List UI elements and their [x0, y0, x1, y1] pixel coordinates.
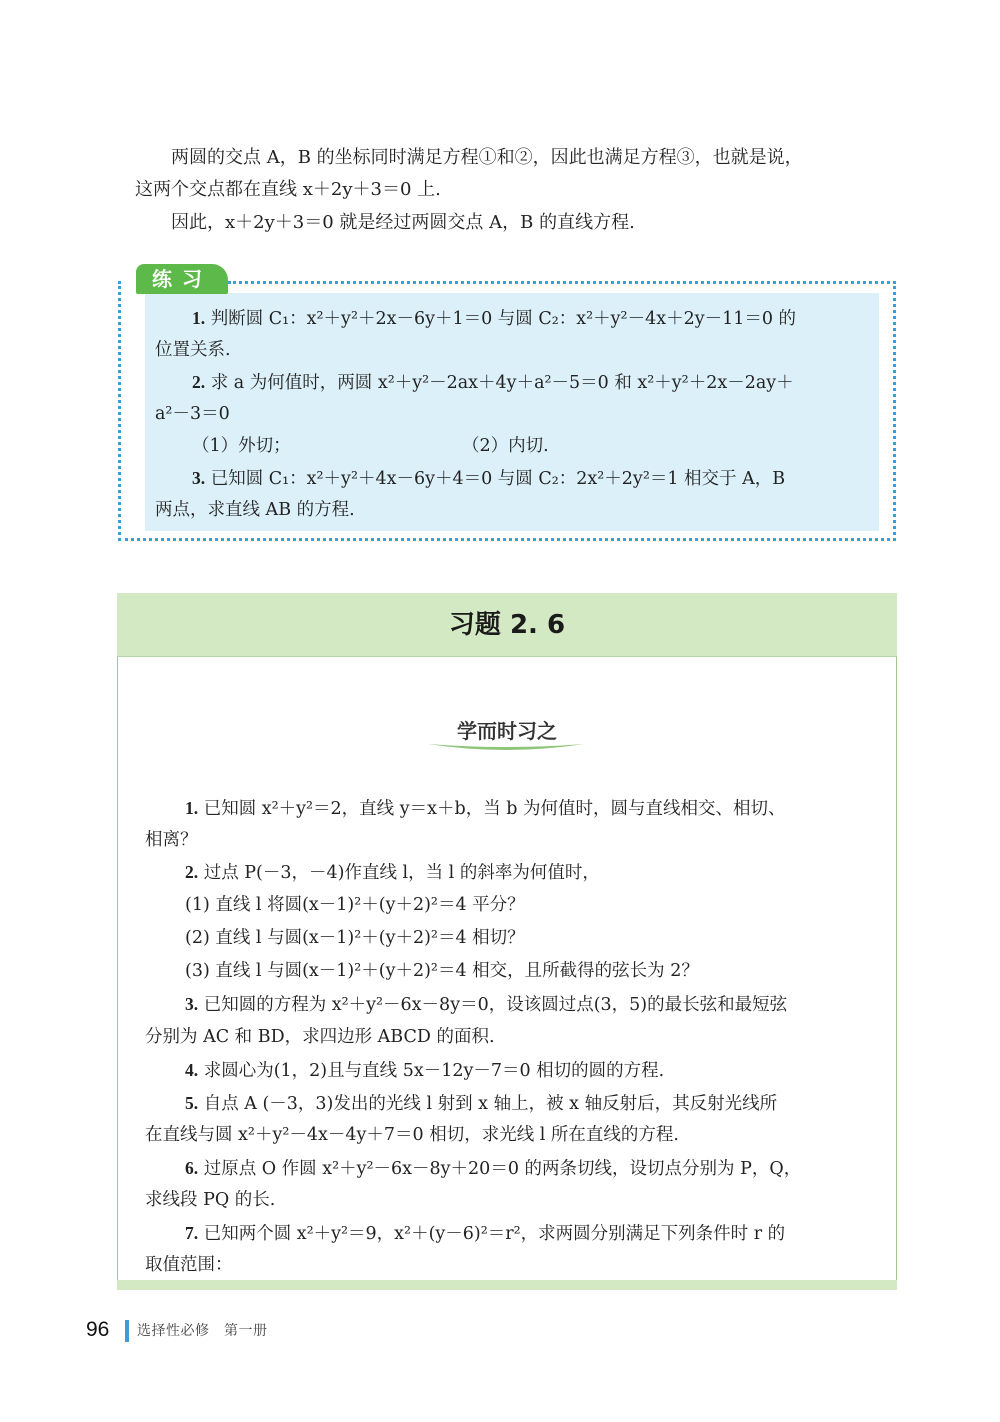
practice-dotted-top	[228, 281, 896, 284]
exercise-text: 自点 A (－3，3)发出的光线 l 射到 x 轴上，被 x 轴反射后，其反射光线所	[203, 1094, 778, 1114]
exercise-line	[185, 992, 787, 1017]
practice-q2-part1: （1）外切；	[192, 436, 291, 456]
exercise-text: 过点 P(－3，－4)作直线 l，当 l 的斜率为何值时，	[203, 863, 600, 883]
exercise-text: 已知两个圆 x²＋y²＝9，x²＋(y－6)²＝r²，求两圆分别满足下列条件时 r 的	[203, 1224, 786, 1244]
exercise-text: 在直线与圆 x²＋y²－4x－4y＋7＝0 相切，求光线 l 所在直线的方程.	[145, 1125, 679, 1145]
intro-line-3: 因此，x＋2y＋3＝0 就是经过两圆交点 A，B 的直线方程.	[135, 212, 635, 233]
exercise-line	[145, 1253, 233, 1277]
exercise-text: 过原点 O 作圆 x²＋y²－6x－8y＋20＝0 的两条切线，设切点分别为 P，Q，	[203, 1159, 802, 1179]
exercise-subtitle: 学而时习之	[457, 719, 557, 743]
question-number: 2.	[192, 372, 206, 392]
exercise-line	[145, 828, 198, 852]
subtitle-swoosh-decoration	[426, 740, 586, 754]
exercise-text: 分别为 AC 和 BD，求四边形 ABCD 的面积.	[145, 1027, 495, 1047]
exercise-number: 2.	[185, 862, 199, 882]
question-number: 3.	[192, 468, 206, 488]
intro-line-2: 这两个交点都在直线 x＋2y＋3＝0 上.	[135, 179, 441, 200]
exercise-line	[185, 796, 786, 821]
exercise-line	[185, 1058, 664, 1083]
exercise-line	[145, 1188, 275, 1212]
practice-q1-cont: 位置关系.	[155, 340, 231, 360]
exercise-line	[185, 1221, 785, 1246]
practice-q3-cont: 两点，求直线 AB 的方程.	[155, 500, 355, 520]
exercise-text: 已知圆 x²＋y²＝2，直线 y＝x＋b，当 b 为何值时，圆与直线相交、相切、	[203, 799, 786, 819]
exercise-number: 7.	[185, 1223, 199, 1243]
intro-line-1: 两圆的交点 A，B 的坐标同时满足方程①和②，因此也满足方程③，也就是说，	[135, 147, 803, 168]
exercise-number: 1.	[185, 798, 199, 818]
footer-divider-bar	[125, 1320, 129, 1342]
exercise-line	[145, 1123, 679, 1147]
practice-tab-label: 练习	[136, 264, 228, 294]
exercise-number: 4.	[185, 1060, 199, 1080]
exercise-text: (2) 直线 l 与圆(x－1)²＋(y＋2)²＝4 相切？	[185, 928, 525, 948]
exercise-line	[185, 893, 525, 917]
practice-q2-cont: a²－3＝0	[155, 404, 230, 424]
exercise-text: 求线段 PQ 的长.	[145, 1190, 276, 1210]
exercise-title: 习题 2. 6	[448, 610, 566, 640]
question-text: 求 a 为何值时，两圆 x²＋y²－2ax＋4y＋a²－5＝0 和 x²＋y²＋2x－2ay＋	[210, 373, 794, 393]
question-text: 已知圆 C₁：x²＋y²＋4x－6y＋4＝0 与圆 C₂：2x²＋2y²＝1 相交于 A，B	[210, 469, 786, 489]
exercise-number: 6.	[185, 1158, 199, 1178]
exercise-text: (1) 直线 l 将圆(x－1)²＋(y＋2)²＝4 平分？	[185, 895, 525, 915]
exercise-line	[185, 1091, 777, 1116]
exercise-text: (3) 直线 l 与圆(x－1)²＋(y＋2)²＝4 相交，且所截得的弦长为 2？	[185, 961, 699, 981]
exercise-number: 5.	[185, 1093, 199, 1113]
exercise-line	[185, 1156, 801, 1181]
practice-q1	[192, 306, 796, 331]
exercise-line	[145, 1025, 495, 1049]
book-title: 选择性必修 第一册	[137, 1323, 268, 1339]
exercise-line	[185, 959, 699, 983]
exercise-bottom-band	[117, 1280, 897, 1290]
exercise-text: 求圆心为(1，2)且与直线 5x－12y－7＝0 相切的圆的方程.	[203, 1061, 665, 1081]
exercise-text: 取值范围：	[145, 1255, 233, 1275]
practice-q2	[192, 370, 794, 395]
exercise-number: 3.	[185, 994, 199, 1014]
exercise-line	[185, 860, 600, 885]
exercise-text: 相离？	[145, 830, 198, 850]
exercise-line	[185, 926, 525, 950]
practice-q3	[192, 466, 785, 491]
exercise-text: 已知圆的方程为 x²＋y²－6x－8y＝0，设该圆过点(3，5)的最长弦和最短弦	[203, 995, 788, 1015]
practice-q2-part2: （2）内切.	[462, 436, 549, 456]
question-text: 判断圆 C₁：x²＋y²＋2x－6y＋1＝0 与圆 C₂：x²＋y²－4x＋2y－11＝0 的	[210, 309, 797, 329]
page-number: 96	[86, 1318, 110, 1341]
question-number: 1.	[192, 308, 206, 328]
